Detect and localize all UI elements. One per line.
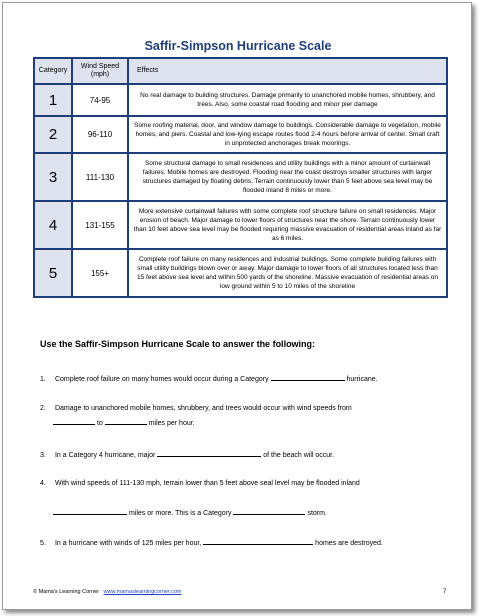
- question-2: [40, 404, 352, 413]
- question-number: 3.: [40, 452, 46, 459]
- header-category: Category: [34, 58, 72, 84]
- question-1: [40, 373, 378, 384]
- wind-speed-cell: 96-110: [72, 116, 128, 153]
- question-text: Complete roof failure on many homes would occur during a Category: [54, 376, 269, 383]
- question-4: [40, 479, 360, 488]
- effects-cell: Complete roof failure on many residences and industrial buildings. Some complete building failures with small utility buildings blown over or away. Major damage to lower floors of all structures located less than 15 feet above sea level and within 500 yards of the shoreline. Massive evacuation of residential areas on low ground within 5 to 10 miles of the shoreline: [128, 249, 447, 297]
- wind-speed-cell: 131-155: [72, 201, 128, 249]
- header-effects: Effects: [128, 58, 447, 84]
- table-row: [34, 84, 447, 116]
- question-4-continued: [53, 507, 327, 518]
- hurricane-scale-table: [33, 57, 448, 298]
- question-2-continued: [53, 417, 195, 428]
- answer-blank[interactable]: [271, 373, 345, 381]
- effects-cell: Some roofing material, door, and window damage to buildings. Considerable damage to vegetation, mobile homes, and piers. Coastal and low-lying escape routes flood 2-4 hours before arrival of center. Small craft in unprotected anchorages break moorings.: [128, 116, 447, 153]
- wind-speed-cell: 74-95: [72, 84, 128, 116]
- question-number: 1.: [40, 376, 46, 383]
- question-text: homes are destroyed.: [315, 540, 383, 547]
- question-text: hurricane.: [346, 376, 378, 383]
- answer-blank[interactable]: [53, 507, 127, 515]
- answer-blank[interactable]: [233, 507, 305, 515]
- question-text: of the beach will occur.: [263, 452, 335, 459]
- page-number: 7: [443, 589, 447, 595]
- effects-cell: No real damage to building structures. Damage primarily to unanchored mobile homes, shrubbery, and trees. Also, some coastal road flooding and minor pier damage: [128, 84, 447, 116]
- table-row: [34, 201, 447, 249]
- question-text: In a hurricane with winds of 125 miles per hour,: [54, 540, 202, 547]
- effects-cell: More extensive curtainwall failures with some complete roof structure failure on small residences. Major erosion of beach. Major damage to lower floors of structures near the shore. Terrain continuously lower than 10 feet above sea level may be flooded requiring massive evacuation of residential areas inland as far as 6 miles.: [128, 201, 447, 249]
- table-row: [34, 153, 447, 201]
- page-title: Saffir-Simpson Hurricane Scale: [144, 39, 332, 53]
- answer-blank[interactable]: [105, 417, 147, 425]
- question-text: In a Category 4 hurricane, major: [54, 452, 156, 459]
- question-number: 4.: [40, 480, 46, 487]
- question-text: miles or more. This is a Category: [128, 510, 232, 517]
- question-5: [40, 537, 383, 548]
- question-text: to: [96, 420, 103, 427]
- question-3: [40, 449, 334, 460]
- category-cell: 2: [34, 116, 72, 153]
- footer-link[interactable]: www.mamaslearningcorner.com: [103, 589, 182, 595]
- table-row: [34, 249, 447, 297]
- copyright-text: © Mama's Learning Corner: [33, 589, 99, 595]
- footer: [33, 589, 181, 595]
- wind-speed-cell: 111-130: [72, 153, 128, 201]
- wind-speed-cell: 155+: [72, 249, 128, 297]
- worksheet-page: [2, 2, 472, 610]
- category-cell: 5: [34, 249, 72, 297]
- question-text: storm.: [307, 510, 327, 517]
- question-text: With wind speeds of 111-130 mph, terrain lower than 5 feet above seal level may be flooded inland: [54, 480, 360, 487]
- category-cell: 3: [34, 153, 72, 201]
- question-text: Damage to unanchored mobile homes, shrubbery, and trees would occur with wind speeds from: [54, 405, 352, 412]
- question-number: 5.: [40, 540, 46, 547]
- category-cell: 1: [34, 84, 72, 116]
- table-header-row: [34, 58, 447, 84]
- header-wind-speed: Wind Speed (mph): [72, 58, 128, 84]
- question-number: 2.: [40, 405, 46, 412]
- answer-blank[interactable]: [203, 537, 313, 545]
- question-text: miles per hour.: [148, 420, 195, 427]
- effects-cell: Some structural damage to small residences and utility buildings with a minor amount of curtainwall failures. Mobile homes are destroyed. Flooding near the coast destroys smaller structures with larger structures damaged by floating debris. Terrain continuously lower than 5 feet above sea level may be flooded inland 8 miles or more.: [128, 153, 447, 201]
- answer-blank[interactable]: [53, 417, 95, 425]
- answer-blank[interactable]: [157, 449, 261, 457]
- instructions-heading: Use the Saffir-Simpson Hurricane Scale to answer the following:: [40, 339, 316, 349]
- category-cell: 4: [34, 201, 72, 249]
- table-row: [34, 116, 447, 153]
